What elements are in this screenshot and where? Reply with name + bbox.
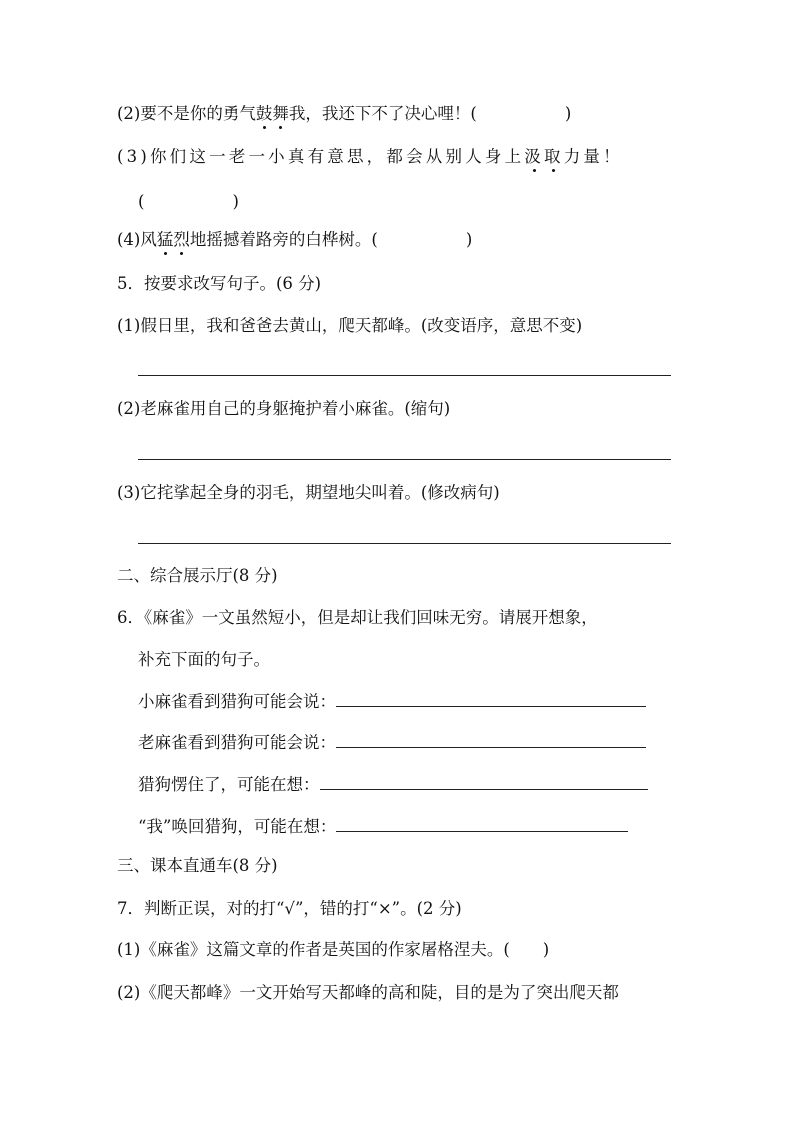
emphasis-char: 猛 — [156, 230, 174, 249]
q4-item-3: (3)你们这一老一小真有意思，都会从别人身上汲取力量！ — [117, 147, 623, 166]
q7-item-2: (2)《爬天都峰》一文开始写天都峰的高和陡，目的是为了突出爬天都 — [117, 983, 619, 1002]
q5-title: 5．按要求改写句子。(6 分) — [117, 274, 322, 293]
answer-blank[interactable] — [320, 773, 648, 790]
emphasis-char: 取 — [543, 147, 564, 166]
emphasis-char: 烈 — [173, 230, 190, 249]
q6-prompt-1: 小麻雀看到猎狗可能会说： — [138, 690, 646, 712]
answer-line[interactable] — [138, 543, 671, 544]
q6-prompt-2: 老麻雀看到猎狗可能会说： — [138, 731, 646, 753]
q5-item-1: (1)假日里，我和爸爸去黄山，爬天都峰。(改变语序，意思不变) — [117, 316, 583, 335]
q5-item-3: (3)它挓挲起全身的羽毛，期望地尖叫着。(修改病句) — [117, 483, 500, 502]
q5-item-2: (2)老麻雀用自己的身躯掩护着小麻雀。(缩句) — [117, 399, 451, 418]
q4-item-2: (2)要不是你的勇气鼓舞我，我还下不了决心哩！( ) — [117, 104, 572, 123]
q7-item-1: (1)《麻雀》这篇文章的作者是英国的作家屠格涅夫。( ) — [117, 940, 550, 959]
emphasis-char: 舞 — [272, 104, 289, 123]
section-2-title: 二、综合展示厅(8 分) — [117, 566, 278, 585]
answer-line[interactable] — [138, 375, 671, 376]
answer-blank[interactable] — [336, 815, 628, 832]
q7-title: 7．判断正误，对的打“√”，错的打“×”。(2 分) — [117, 899, 462, 918]
section-3-title: 三、课本直通车(8 分) — [117, 856, 278, 875]
emphasis-char: 鼓 — [255, 104, 273, 123]
answer-line[interactable] — [138, 459, 671, 460]
q4-item-3-answer: ( ) — [138, 192, 239, 211]
answer-blank[interactable] — [336, 690, 646, 707]
q6-line-1: 6．《麻雀》一文虽然短小，但是却让我们回味无穷。请展开想象， — [117, 608, 598, 627]
q6-prompt-3: 猎狗愣住了，可能在想： — [138, 773, 648, 795]
emphasis-char: 汲 — [524, 147, 544, 166]
q4-item-4: (4)风猛烈地摇撼着路旁的白桦树。( ) — [117, 230, 473, 249]
answer-blank[interactable] — [336, 731, 646, 748]
q6-prompt-4: “我”唤回猎狗，可能在想： — [138, 815, 628, 837]
q6-line-2: 补充下面的句子。 — [138, 650, 270, 669]
